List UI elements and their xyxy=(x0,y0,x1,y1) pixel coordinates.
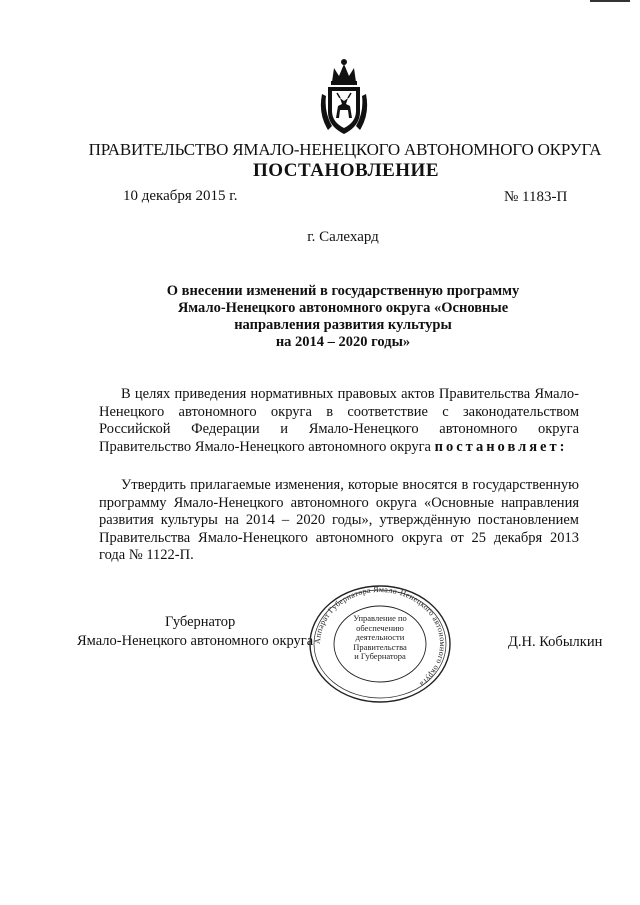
scan-corner-mark xyxy=(590,0,630,2)
resolves-word: постановляет: xyxy=(434,438,568,455)
body-paragraph-1 xyxy=(99,386,579,456)
heading-line: направления развития культуры xyxy=(234,317,452,333)
document-number: № 1183-П xyxy=(504,189,568,205)
seal-line: Управление по xyxy=(353,613,407,623)
document-heading xyxy=(150,283,536,351)
document-date: 10 декабря 2015 г. xyxy=(123,188,238,204)
heading-line: О внесении изменений в государственную программу xyxy=(166,283,520,299)
signer-position: Губернатор xyxy=(165,614,236,630)
seal-line: и Губернатора xyxy=(354,651,406,661)
heading-line: на 2014 – 2020 годы» xyxy=(275,334,411,350)
signer-name: Д.Н. Кобылкин xyxy=(508,634,603,650)
seal-center-text xyxy=(344,614,416,662)
heading-line: Ямало-Ненецкого автономного округа «Основные xyxy=(177,300,509,316)
government-title: ПРАВИТЕЛЬСТВО ЯМАЛО-НЕНЕЦКОГО АВТОНОМНОГО ОКРУГА xyxy=(88,140,602,159)
official-seal-icon xyxy=(306,584,454,704)
document-type: ПОСТАНОВЛЕНИЕ xyxy=(252,160,440,181)
signer-region: Ямало-Ненецкого автономного округа xyxy=(77,633,314,649)
seal-line: обеспечению xyxy=(356,622,404,633)
seal-line: деятельности xyxy=(355,632,405,642)
seal-ring-text: Аппарат Губернатора Ямало-Ненецкого автономного округа xyxy=(312,584,448,689)
paragraph-text: В целях приведения нормативных правовых актов Правительства Ямало-Ненецкого автономного округа в соответствие с законодательством Российской Федерации и Ямало-Ненецкого автономного округа Правительство Ямало-Ненецкого автономного округа xyxy=(99,386,579,455)
document-city: г. Салехард xyxy=(307,229,379,245)
coat-of-arms-icon xyxy=(318,54,370,138)
body-paragraph-2: Утвердить прилагаемые изменения, которые вносятся в государственную программу Ямало-Ненецкого автономного округа «Основные направления развития культуры на 2014 – 2020 годы», утверждённую постановлением Правительства Ямало-Ненецкого автономного округа от 25 декабря 2013 года № 1122-П. xyxy=(99,477,579,563)
seal-line: Правительства xyxy=(353,641,407,652)
